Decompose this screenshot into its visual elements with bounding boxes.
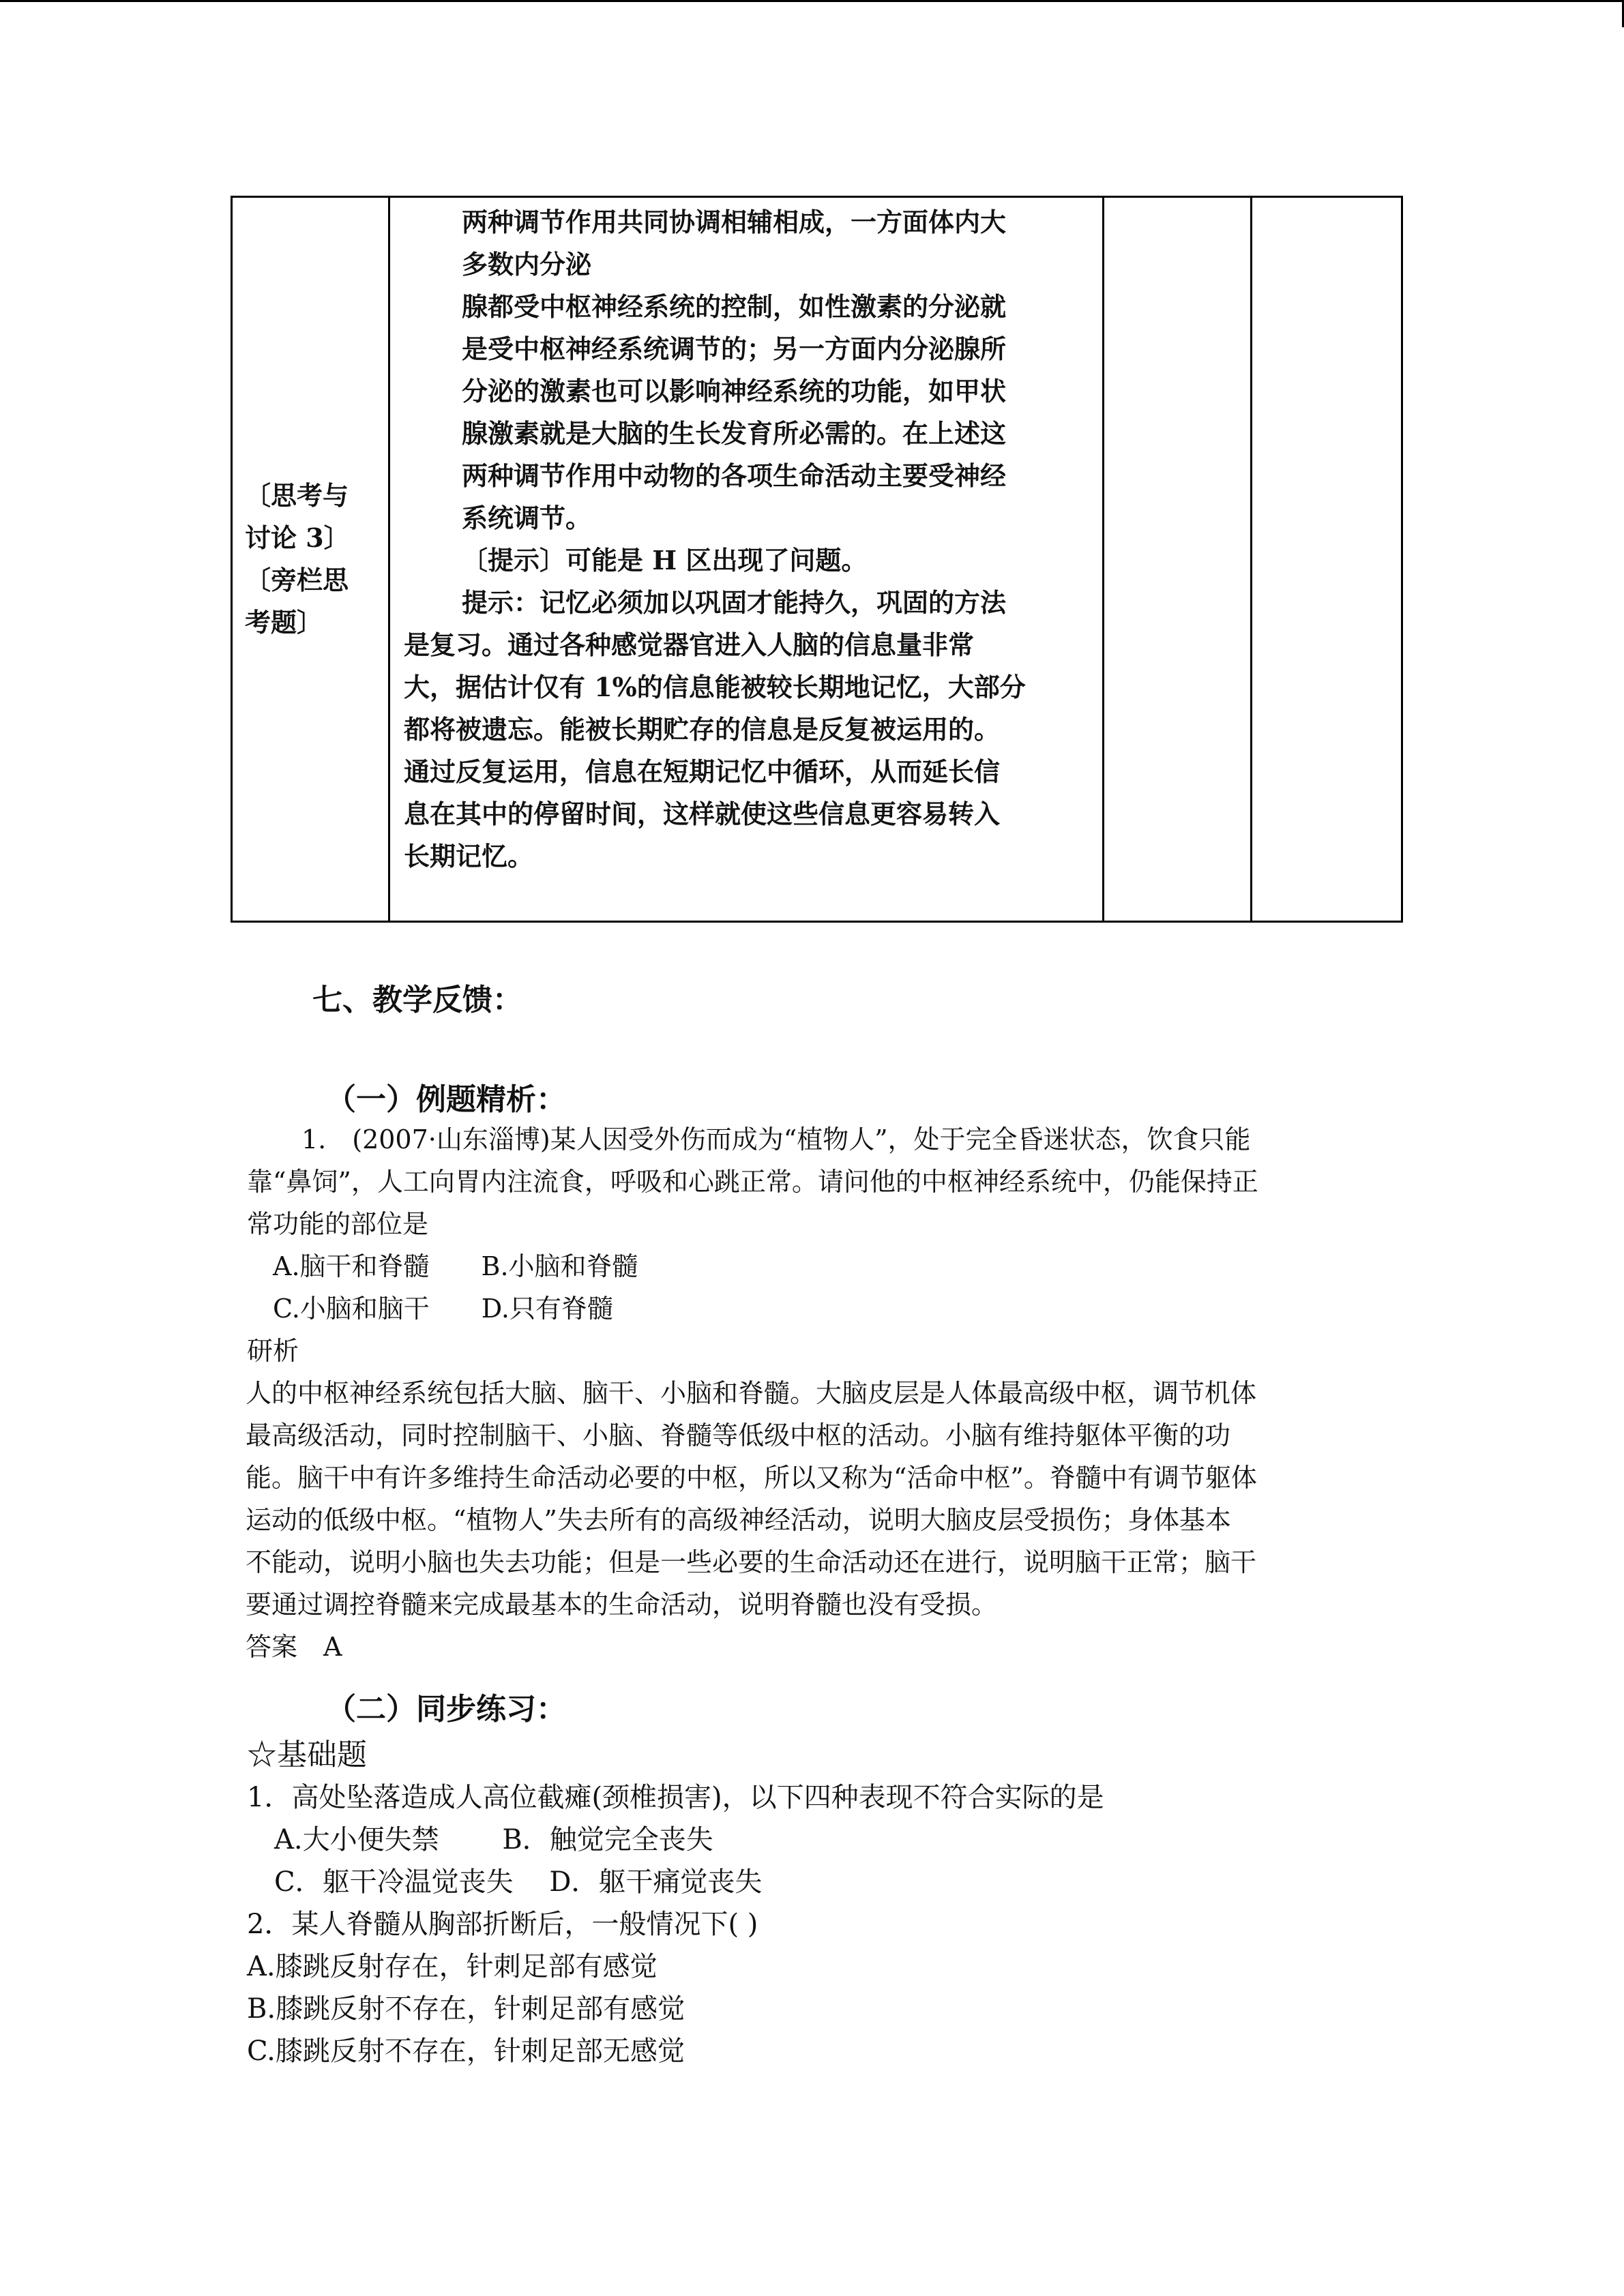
hint-line: 〔提示〕可能是 H 区出现了问题。: [462, 545, 868, 576]
content-line: 是受中枢神经系统调节的；另一方面内分泌腺所: [462, 333, 1007, 364]
analysis-text: [246, 1372, 1391, 1668]
lesson-table: [231, 196, 1403, 923]
hint-line: 是复习。通过各种感觉器官进入人脑的信息量非常: [404, 629, 975, 660]
hint-line: 都将被遗忘。能被长期贮存的信息是反复被运用的。: [404, 714, 1001, 745]
analysis-line: 不能动，说明小脑也失去功能；但是一些必要的生命活动还在进行，说明脑干正常；脑干: [246, 1547, 1257, 1577]
content-line: 两种调节作用共同协调相辅相成，一方面体内大: [462, 207, 1007, 237]
question-line: 靠“鼻饲”，人工向胃内注流食，呼吸和心跳正常。请问他的中枢神经系统中，仍能保持正: [247, 1167, 1258, 1197]
content-line: 系统调节。: [462, 503, 592, 533]
content-line: 腺都受中枢神经系统的控制，如性激素的分泌就: [462, 291, 1007, 322]
hint-line: 通过反复运用，信息在短期记忆中循环，从而延长信: [404, 756, 1001, 787]
label-line: 考题〕: [245, 607, 323, 638]
example-question: [247, 1118, 1393, 1372]
analysis-line: 能。脑干中有许多维持生命活动必要的中枢，所以又称为“活命中枢”。脊髓中有调节躯体: [246, 1463, 1257, 1493]
cell-label: [233, 475, 388, 644]
empty-cell: [1252, 197, 1402, 922]
basic-label: ☆基础题: [247, 1738, 367, 1772]
hint-line: 大，据估计仅有 1%的信息能被较长期地记忆，大部分: [404, 672, 1026, 702]
analysis-line: 运动的低级中枢。“植物人”失去所有的高级神经活动，说明大脑皮层受损伤；身体基本: [246, 1505, 1231, 1535]
analysis-line: 最高级活动，同时控制脑干、小脑、脊髓等低级中枢的活动。小脑有维持躯体平衡的功: [246, 1420, 1231, 1450]
question-line: 1．高处坠落造成人高位截瘫(颈椎损害)，以下四种表现不符合实际的是: [247, 1782, 1104, 1813]
section-heading: 七、教学反馈：: [312, 983, 522, 1017]
options-line: C.膝跳反射不存在，针刺足部无感觉: [247, 2036, 685, 2067]
content-cell: [389, 197, 1104, 922]
top-border-line: [0, 0, 1624, 2]
content-line: 分泌的激素也可以影响神经系统的功能，如甲状: [462, 376, 1007, 406]
content-line: 两种调节作用中动物的各项生命活动主要受神经: [462, 460, 1007, 491]
content-line: 多数内分泌: [462, 249, 592, 280]
hint-line: 长期记忆。: [404, 841, 534, 871]
options-line: C.小脑和脑干 D.只有脊髓: [273, 1294, 613, 1324]
question-line: 1. (2007·山东淄博)某人因受外伤而成为“植物人”，处于完全昏迷状态，饮食只能: [301, 1124, 1251, 1154]
label-line: 〔旁栏思: [245, 565, 349, 595]
answer-line: 答案 A: [246, 1632, 342, 1662]
hint-line: 提示：记忆必须加以巩固才能持久，巩固的方法: [462, 587, 1007, 618]
label-line: 讨论 3〕: [245, 522, 350, 553]
analysis-line: 要通过调控脊髓来完成最基本的生命活动，说明脊髓也没有受损。: [246, 1590, 998, 1620]
content-line: 腺激素就是大脑的生长发育所必需的。在上述这: [462, 418, 1007, 449]
empty-cell: [1104, 197, 1252, 922]
analysis-line: 人的中枢神经系统包括大脑、脑干、小脑和脊髓。大脑皮层是人体最高级中枢，调节机体: [246, 1378, 1257, 1408]
question-line: 常功能的部位是: [247, 1209, 429, 1239]
options-line: A.膝跳反射存在，针刺足部有感觉: [247, 1951, 658, 1982]
options-line: A.脑干和脊髓 B.小脑和脊髓: [273, 1251, 638, 1281]
table-row: [232, 197, 1402, 922]
options-line: A.大小便失禁 B．触觉完全丧失: [274, 1824, 713, 1855]
label-cell: [232, 197, 389, 922]
cell-content: [390, 198, 1102, 878]
analysis-label: 研析: [247, 1336, 299, 1366]
options-line: B.膝跳反射不存在，针刺足部有感觉: [247, 1993, 685, 2025]
practice-heading: （二）同步练习：: [326, 1692, 566, 1727]
options-line: C．躯干冷温觉丧失 D．躯干痛觉丧失: [274, 1866, 763, 1898]
question-line: 2．某人脊髓从胸部折断后，一般情况下( ): [247, 1909, 758, 1940]
example-heading: （一）例题精析：: [326, 1082, 566, 1117]
practice-questions: [247, 1734, 1393, 2072]
hint-line: 息在其中的停留时间，这样就使这些信息更容易转入: [404, 799, 1001, 829]
label-line: 〔思考与: [245, 480, 349, 511]
